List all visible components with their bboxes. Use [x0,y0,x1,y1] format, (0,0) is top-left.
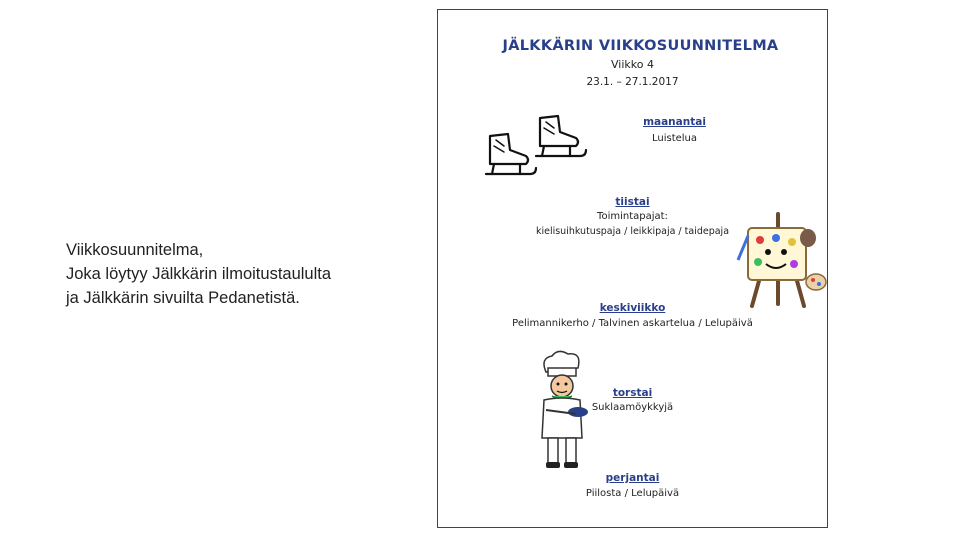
tuesday-activity-1: Toimintapajat: [597,211,668,222]
caption-line-2: Joka löytyy Jälkkärin ilmoitustaululta [66,265,332,283]
day-tuesday: tiistai [615,196,650,208]
plan-dates: 23.1. – 27.1.2017 [586,76,679,88]
chef-icon [526,350,598,470]
caption-line-1: Viikkosuunnitelma, [66,241,204,259]
day-monday: maanantai [643,116,706,128]
plan-title: JÄLKKÄRIN VIIKKOSUUNNITELMA [502,38,779,54]
ice-skates-icon [478,110,588,185]
thursday-activity: Suklaamöykkyjä [591,402,674,413]
wednesday-activity: Pelimannikerho / Talvinen askartelua / Lelupäivä [512,318,753,329]
caption-line-3: ja Jälkkärin sivuilta Pedanetistä. [66,289,300,307]
monday-activity: Luistelua [651,133,698,144]
weekly-plan-document [437,9,828,528]
painting-easel-icon [728,210,828,310]
slide-caption [66,238,331,310]
plan-week: Viikko 4 [611,58,654,71]
day-thursday: torstai [612,387,653,399]
day-wednesday: keskiviikko [599,302,666,314]
friday-activity: Piilosta / Lelupäivä [585,488,680,499]
tuesday-activity-2: kielisuihkutuspaja / leikkipaja / taidepaja [535,226,730,237]
day-friday: perjantai [605,472,660,484]
